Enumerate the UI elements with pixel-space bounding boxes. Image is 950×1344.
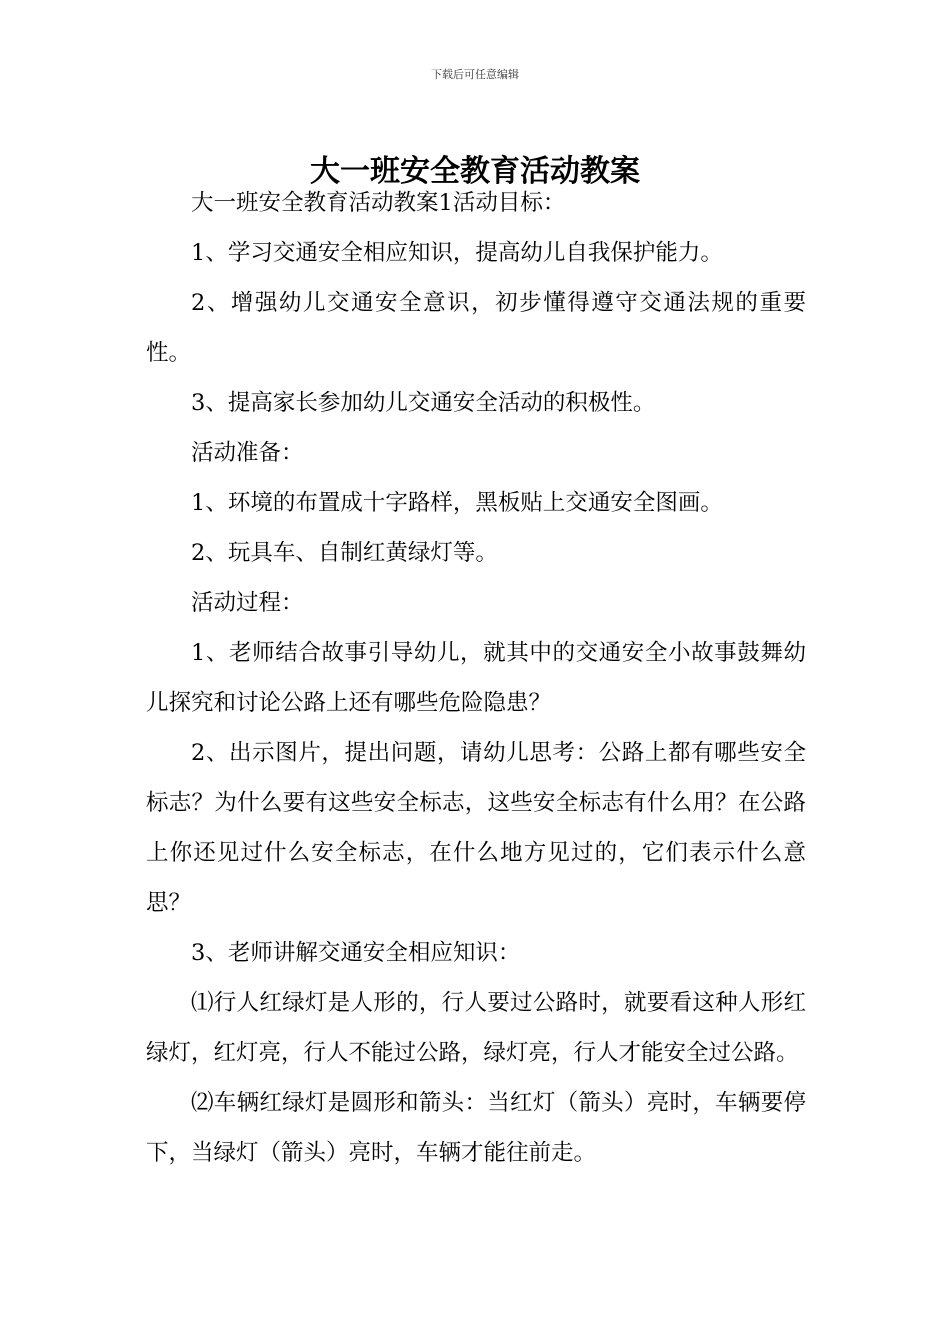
paragraph-process-1: 1、老师结合故事引导幼儿，就其中的交通安全小故事鼓舞幼儿探究和讨论公路上还有哪些危险隐患？ (146, 640, 806, 716)
paragraph-process-heading: 活动过程： (191, 590, 304, 616)
paragraph-process-3: 3、老师讲解交通安全相应知识： (191, 940, 521, 966)
paragraph-objective-1: 1、学习交通安全相应知识，提高幼儿自我保护能力。 (191, 240, 723, 266)
paragraph-objective-3: 3、提高家长参加幼儿交通安全活动的积极性。 (191, 390, 656, 416)
document-body (146, 178, 806, 1178)
header-note: 下载后可任意编辑 (431, 68, 519, 81)
paragraph-objective-2: 2、增强幼儿交通安全意识，初步懂得遵守交通法规的重要性。 (146, 290, 806, 366)
paragraph-preparation-1: 1、环境的布置成十字路样，黑板贴上交通安全图画。 (191, 490, 723, 516)
paragraph-objectives-heading: 大一班安全教育活动教案1活动目标： (191, 190, 566, 216)
paragraph-preparation-heading: 活动准备： (191, 440, 304, 466)
paragraph-vehicle-lights: ⑵车辆红绿灯是圆形和箭头：当红灯（箭头）亮时，车辆要停下，当绿灯（箭头）亮时，车辆才能往前走。 (146, 1090, 806, 1166)
paragraph-pedestrian-lights: ⑴行人红绿灯是人形的，行人要过公路时，就要看这种人形红绿灯，红灯亮，行人不能过公路，绿灯亮，行人才能安全过公路。 (146, 990, 806, 1066)
document-title: 大一班安全教育活动教案 (310, 154, 640, 190)
paragraph-process-2: 2、出示图片，提出问题，请幼儿思考：公路上都有哪些安全标志？为什么要有这些安全标志，这些安全标志有什么用？在公路上你还见过什么安全标志，在什么地方见过的，它们表示什么意思？ (146, 740, 806, 916)
paragraph-preparation-2: 2、玩具车、自制红黄绿灯等。 (191, 540, 498, 566)
